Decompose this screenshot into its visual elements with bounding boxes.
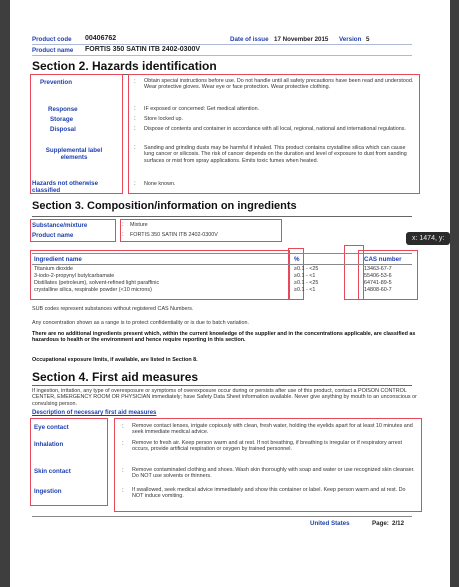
footer-country: United States [310, 520, 350, 527]
ingredient-row-3-percent: ≥0.1 - <25 [294, 280, 319, 286]
storage-text: Store locked up. [144, 116, 183, 122]
hazards-not-classified-label: Hazards not otherwise classified [32, 180, 99, 194]
ingredient-row-4-name: crystalline silica, respirable powder (<10 microns) [34, 287, 152, 293]
prevention-text: Obtain special instructions before use. Do not handle until all safety precautions have been read and understood. Wear protective gloves. Wear eye or face protection. Wear protective clothing. [144, 78, 414, 91]
document-page: Product code 00406762 Date of issue 17 November 2015 Version 5 Product name FORTIS 350 SATIN ITB 2402-0300V Section 2. Hazards identification Prevention : Obtain special instructions before use. Do not handle until all safety precautions have been read and understood. Wear protective gloves. Wear eye or face protection. Wear protective clothing. Response : IF exposed or concerned: Get medical attention. Storage : Store locked up. Disposal : Dispose of contents and container in accordance with all local, regional, national and international regulations. Supplemental label elements : Sanding and grinding dusts may be harmful if inhaled. This product contains crystalline silica which can cause lung cancer or silicosis. The risk of cancer depends on the duration and level of exposure to dust from sanding surfaces or mist from spray applications. Emits toxic fumes when heated. Hazards not otherwise classified : None known. Section 3. Composition/information on ingredients Substance/mixture : Mixture Product name : FORTIS 350 SATIN ITB 2402-0300V Ingredient name % CAS number Titanium dioxide ≥0.1 - <25 13463-67-7 3-iodo-2-propynyl butylcarbamate ≥0.1 - <1 55406-53-6 Distillates (petroleum), solvent-refined light paraffinic ≥0.1 - <25 64741-89-5 crystalline silica, respirable powder (<10 microns) ≥0.1 - <1 14808-60-7 SUB codes represent substances without registered CAS Numbers. Any concentration shown as a range is to protect confidentiality or is due to batch variation. There are no additional ingredients present which, within the current knowledge of the supplier and in the concentrations applicable, are classified as hazardous to health or the environment and hence require reporting in this section. Occupational exposure limits, if available, are listed in Section 8. Section 4. First aid measures If ingestion, irritation, any type of overexposure or symptoms of overexposure occur during or persists after use of this product, contact a POISON CONTROL CENTER, EMERGENCY ROOM OR PHYSICIAN immediately; have Safety Data Sheet information available. Never give anything by mouth to an unconscious or convulsing person. Description of necessary first aid measures Eye contact : Remove contact lenses, irrigate copiously with clean, fresh water, holding the eyelids apart for at least 10 minutes and seek immediate medical advice. Inhalation : Remove to fresh air. Keep person warm and at rest. If not breathing, if breathing is irregular or if respiratory arrest occurs, provide artificial respiration or oxygen by trained personnel. Skin contact : Remove contaminated clothing and shoes. Wash skin thoroughly with soap and water or use recognized skin cleanser. Do NOT use solvents or thinners. Ingestion : If swallowed, seek medical advice immediately and show this container or label. Keep person warm and at rest. Do NOT induce vomiting. United States Page: 2/12 [10, 0, 450, 587]
date-label: Date of issue [230, 36, 269, 43]
ingredient-row-2-name: 3-iodo-2-propynyl butylcarbamate [34, 273, 115, 279]
ingestion-label: Ingestion [34, 488, 62, 495]
product-code-label: Product code [32, 36, 72, 43]
section3-product-name-label: Product name [32, 232, 74, 239]
eye-contact-label: Eye contact [34, 424, 69, 431]
product-name-label: Product name [32, 47, 74, 54]
occupational-exposure-note: Occupational exposure limits, if available, are listed in Section 8. [32, 357, 198, 363]
skin-contact-label: Skin contact [34, 468, 71, 475]
ingredient-row-2-cas: 55406-53-6 [364, 273, 392, 279]
substance-value: Mixture [130, 222, 148, 228]
ingredient-row-1-percent: ≥0.1 - <25 [294, 266, 319, 272]
storage-label: Storage [50, 116, 74, 123]
ingredient-row-2-percent: ≥0.1 - <1 [294, 273, 316, 279]
section4-title: Section 4. First aid measures [32, 370, 199, 384]
ingredient-row-4-percent: ≥0.1 - <1 [294, 287, 316, 293]
hazards-not-classified-text: None known. [144, 181, 176, 187]
section3-title: Section 3. Composition/information on ingredients [32, 200, 297, 212]
coordinate-tooltip: x: 1474, y: [406, 232, 450, 245]
ingredient-row-3-name: Distillates (petroleum), solvent-refined light paraffinic [34, 280, 160, 286]
right-scrollbar[interactable] [450, 0, 459, 587]
left-scrollbar[interactable] [0, 0, 10, 587]
footer-page-number: 2/12 [392, 520, 405, 527]
product-name-value: FORTIS 350 SATIN ITB 2402-0300V [85, 46, 201, 53]
inhalation-label: Inhalation [34, 441, 64, 448]
first-aid-subheading: Description of necessary first aid measures [32, 410, 157, 416]
version-label: Version [339, 36, 362, 43]
cas-header: CAS number [364, 256, 402, 263]
footer-page-label: Page: [372, 520, 389, 527]
section2-title: Section 2. Hazards identification [32, 59, 217, 73]
supplemental-label: Supplemental label elements [45, 147, 103, 161]
ingestion-text: If swallowed, seek medical advice immediately and show this container or label. Keep person warm and at rest. Do NOT induce vomiting. [132, 487, 406, 500]
response-label: Response [48, 106, 78, 113]
skin-contact-text: Remove contaminated clothing and shoes. Wash skin thoroughly with soap and water or use recognized skin cleanser. Do NOT use solvents or thinners. [132, 467, 415, 480]
ingredient-row-4-cas: 14808-60-7 [364, 287, 392, 293]
substance-label: Substance/mixture [32, 222, 88, 229]
product-code-value: 00406762 [85, 35, 117, 42]
ingredient-row-1-name: Titanium dioxide [34, 266, 74, 272]
section2-label-box [30, 74, 123, 194]
concentration-note: Any concentration shown as a range is to protect confidentiality or is due to batch variation. [32, 320, 249, 326]
eye-contact-text: Remove contact lenses, irrigate copiously with clean, fresh water, holding the eyelids apart for at least 10 minutes and seek immediate medical advice. [132, 423, 413, 436]
inhalation-text: Remove to fresh air. Keep person warm and at rest. If not breathing, if breathing is irregular or if respiratory arrest occurs, provide artificial respiration or oxygen by trained personnel. [132, 440, 402, 453]
percent-header: % [294, 256, 300, 263]
disposal-text: Dispose of contents and container in accordance with all local, regional, national and international regulations. [144, 126, 406, 132]
section3-product-name-value: FORTIS 350 SATIN ITB 2402-0300V [130, 232, 218, 238]
prevention-label: Prevention [40, 79, 72, 86]
date-value: 17 November 2015 [274, 36, 329, 43]
disposal-label: Disposal [50, 126, 76, 133]
response-text: IF exposed or concerned: Get medical attention. [144, 106, 260, 112]
section2-text-box [128, 74, 420, 194]
ingredient-row-1-cas: 13463-67-7 [364, 266, 392, 272]
ingredient-header: Ingredient name [34, 256, 82, 263]
sub-codes-note: SUB codes represent substances without registered CAS Numbers. [32, 306, 194, 312]
ingredient-row-3-cas: 64741-89-5 [364, 280, 392, 286]
supplemental-text: Sanding and grinding dusts may be harmful if inhaled. This product contains crystalline silica which can cause lung cancer or silicosis. The risk of cancer depends on the duration and level of exposure to dust from sanding surfaces or mist from spray applications. Emits toxic fumes when heated. [144, 145, 407, 164]
additional-ingredients-note: There are no additional ingredients present which, within the current knowledge of the supplier and in the concentrations applicable, are classified as hazardous to health or the environment and hence require reporting in this section. [32, 331, 416, 344]
section4-intro: If ingestion, irritation, any type of overexposure or symptoms of overexposure occur during or persists after use of this product, contact a POISON CONTROL CENTER, EMERGENCY ROOM OR PHYSICIAN immediately; have Safety Data Sheet information available. Never give anything by mouth to an unconscious or convulsing person. [32, 388, 417, 407]
version-value: 5 [366, 36, 370, 43]
